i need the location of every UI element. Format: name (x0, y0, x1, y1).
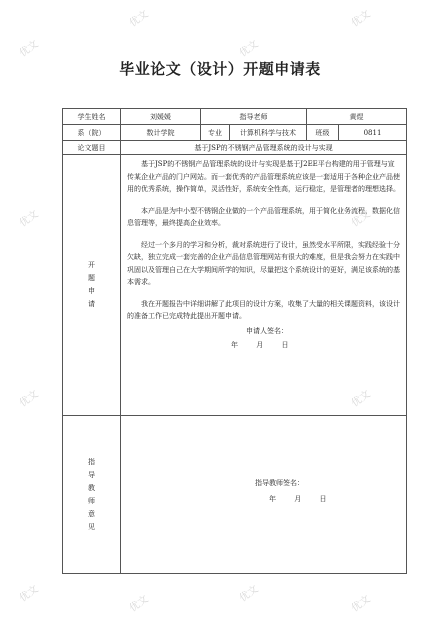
thesis-title-value: 基于JSP的不锈钢产品管理系统的设计与实现 (121, 141, 407, 155)
class-label: 班级 (307, 125, 339, 141)
advisor-date: 年 月 日 (269, 495, 335, 503)
advisor-signature-label: 指导教师签名： (255, 479, 304, 487)
advisor-label: 指导老师 (201, 109, 307, 125)
application-form-table (62, 108, 407, 574)
proposal-paragraph: 经过一个多月的学习和分析，裁对系统进行了设计，虽然受水平所限，实践经验十分欠缺，独立完成一套完善的企业产品信息管理网站有很大的难度，但是我会努力在实践中巩固以及管理自己在大学期间所学的知识，尽量把这个系统设计的更好，满足该系统的基本需求。 (127, 240, 400, 286)
department-label: 系（院） (63, 125, 121, 141)
major-value: 计算机科学与技术 (230, 125, 307, 141)
class-value: 0811 (339, 125, 407, 141)
thesis-title-label: 论文题目 (63, 141, 121, 155)
applicant-date: 年 月 日 (231, 340, 297, 349)
watermark: 优文 (17, 208, 41, 230)
department-value: 数计学院 (121, 125, 201, 141)
watermark: 优文 (349, 593, 373, 615)
major-label: 专业 (201, 125, 230, 141)
proposal-label (63, 155, 121, 416)
proposal-paragraph: 基于JSP的不锈钢产品管理系统的设计与实现是基于J2EE平台构建的用于管理与宣传某企业产品的门户网站。而一套优秀的产品管理系统应该是一套适用于各种企业产品使用的优秀系统，操作简单，灵活性好，系统安全性高，运行稳定，是管理者的理想选择。 (127, 160, 400, 193)
watermark: 优文 (349, 208, 373, 230)
student-name-label: 学生姓名 (63, 109, 121, 125)
watermark: 优文 (17, 388, 41, 410)
watermark: 优文 (237, 583, 261, 605)
proposal-label-text: 开题申请 (88, 261, 95, 308)
watermark: 优文 (349, 388, 373, 410)
proposal-content (121, 155, 407, 416)
watermark: 优文 (17, 38, 41, 60)
watermark: 优文 (349, 8, 373, 30)
advisor-value: 黄煜 (307, 109, 407, 125)
watermark: 优文 (237, 38, 261, 60)
advisor-opinion-label (63, 416, 121, 574)
watermark: 优文 (127, 593, 151, 615)
watermark: 优文 (17, 583, 41, 605)
proposal-paragraph: 我在开题报告中详细讲解了此项目的设计方案，收集了大量的相关课题资料，该设计的准备工作已完成特此提出开题申请。 (127, 299, 400, 320)
applicant-signature-label: 申请人签名： (246, 326, 288, 335)
advisor-opinion-label-text: 指导教师意见 (88, 457, 95, 531)
student-name-value: 刘媛媛 (121, 109, 201, 125)
page-title: 毕业论文（设计）开题申请表 (119, 60, 321, 78)
advisor-opinion-content (121, 416, 407, 574)
proposal-paragraph: 本产品是为中小型不锈钢企业做的一个产品管理系统，用于简化业务流程，数据化信息管理等，最终提高企业效率。 (127, 206, 400, 227)
watermark: 优文 (127, 8, 151, 30)
